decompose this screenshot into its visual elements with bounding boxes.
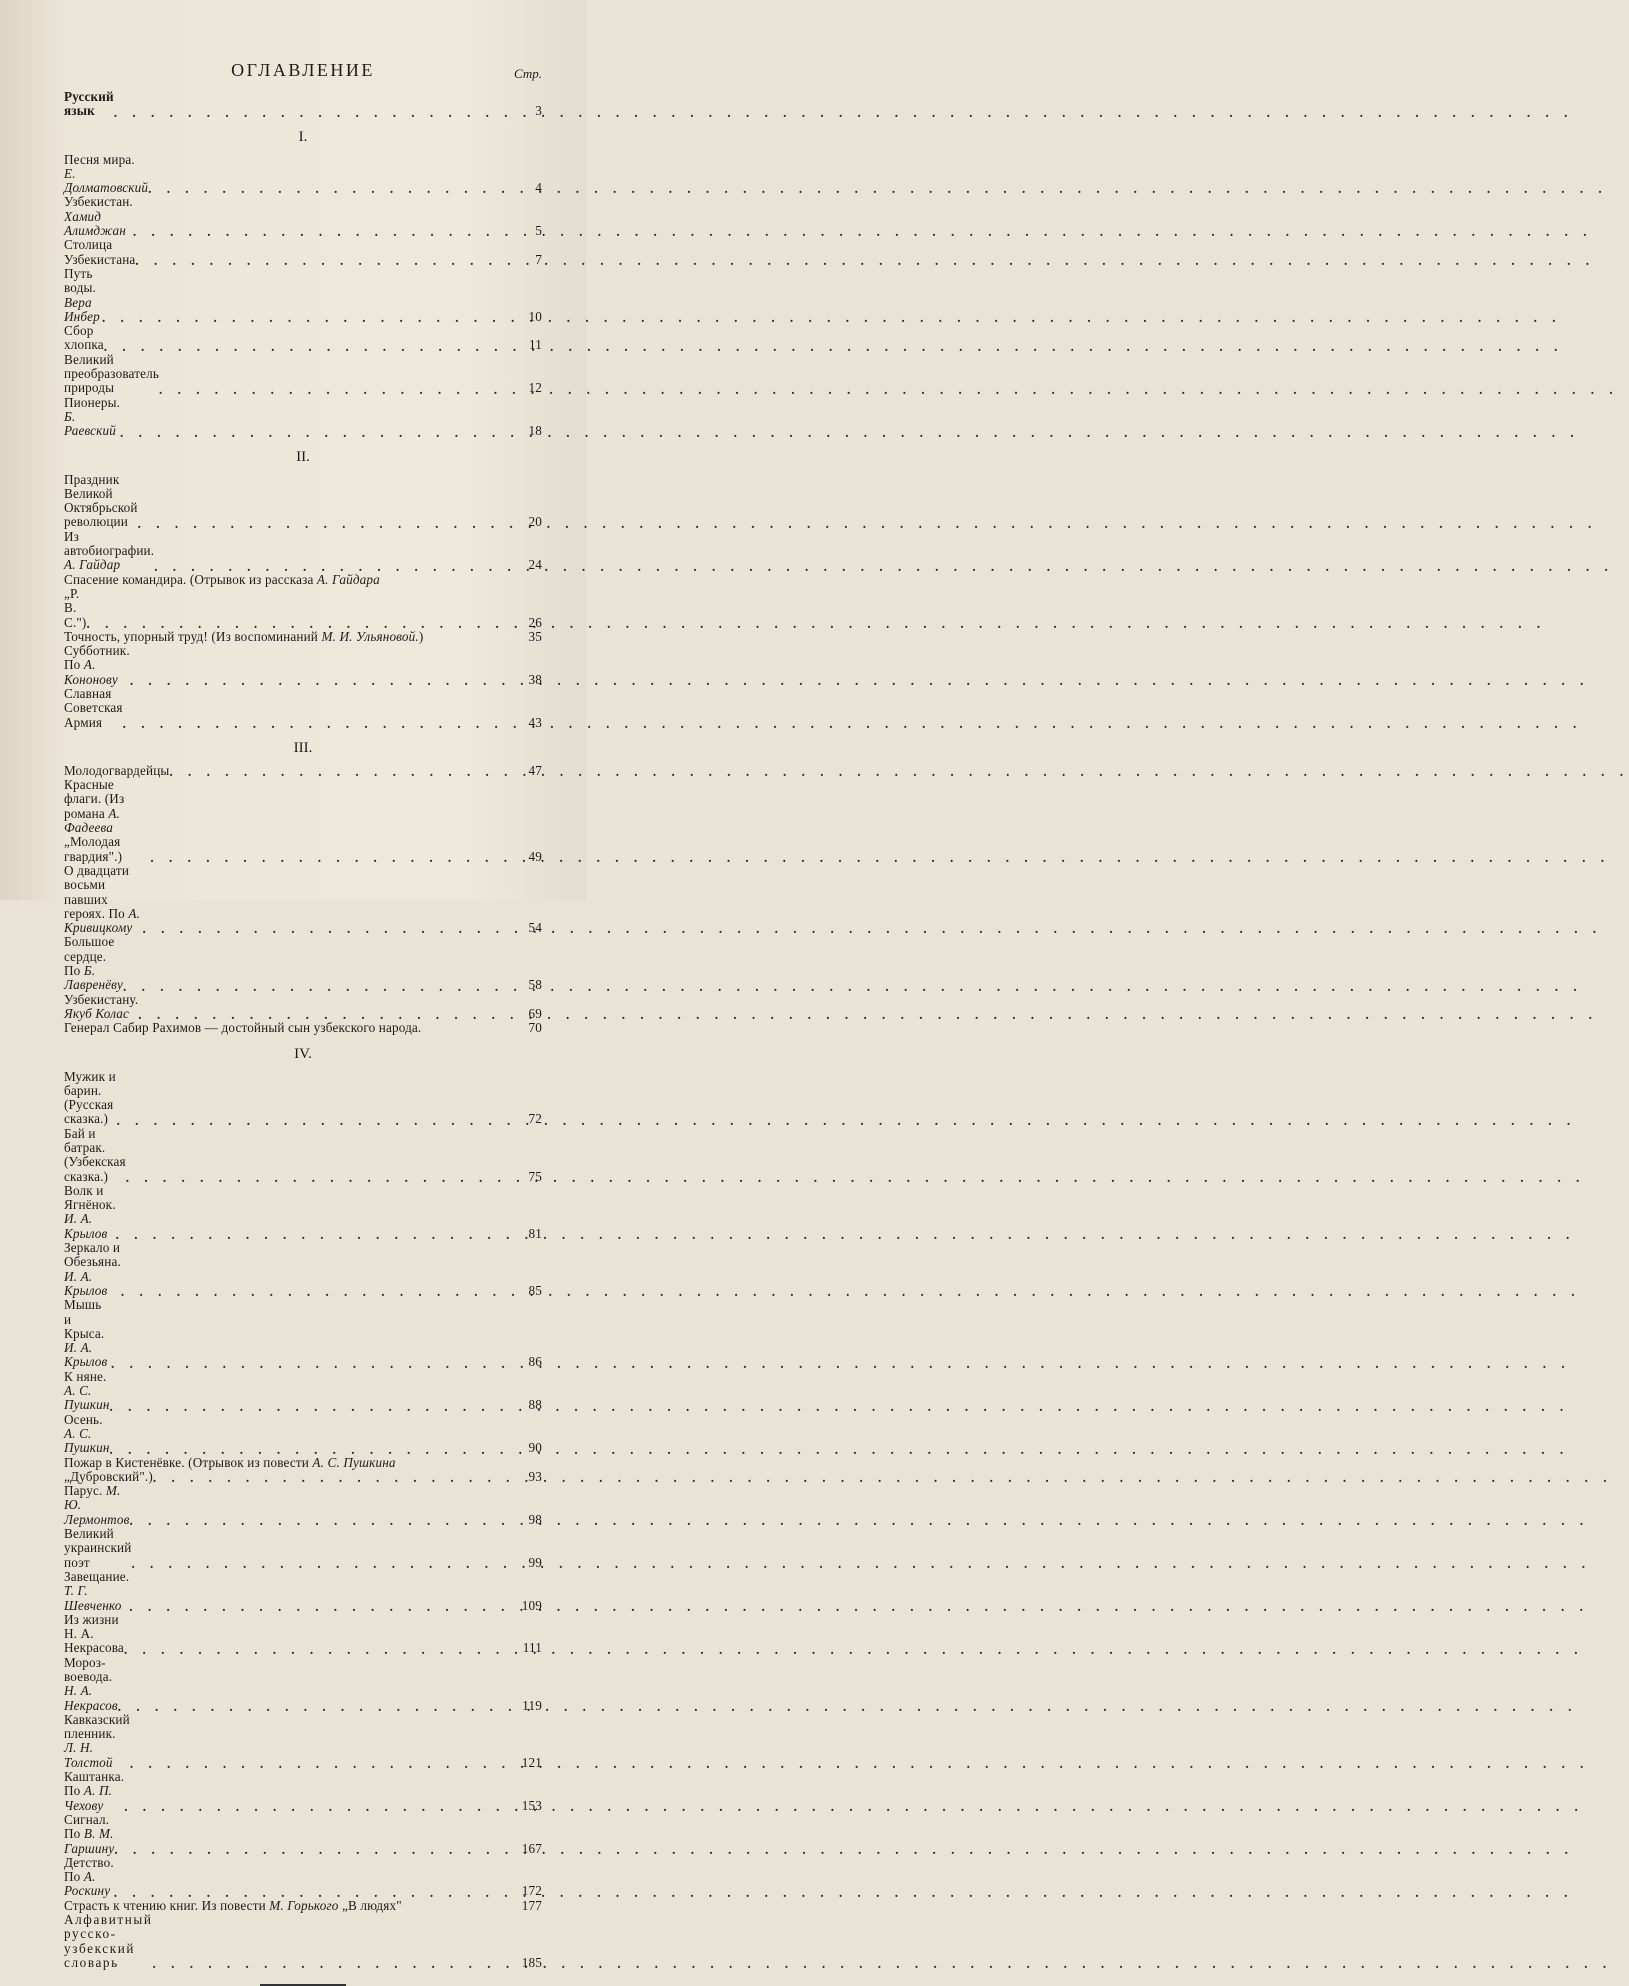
entry-text: Молодогвардейцы [64, 762, 170, 778]
dot-leader [130, 675, 514, 687]
toc-entry-title [64, 153, 148, 196]
entry-author: А. Гайдара [316, 571, 380, 587]
toc-entry [64, 1184, 542, 1241]
entry-author: Хамид Алимджан [64, 208, 126, 239]
toc-entry-page: 121 [521, 1754, 542, 1770]
toc-entry-page: 3 [535, 103, 542, 119]
toc-entry-title [64, 1813, 114, 1856]
toc-entry-title [64, 1298, 111, 1369]
toc-entry-title [64, 1613, 124, 1656]
toc-entry-page: 43 [528, 714, 542, 730]
toc-entry [64, 644, 542, 687]
toc-entry-page: 20 [528, 514, 542, 530]
toc-entry-page: 58 [528, 977, 542, 993]
toc-entry [64, 935, 542, 992]
toc-entry [64, 630, 542, 644]
toc-entry-continuation [64, 1470, 542, 1484]
toc-entry-title [64, 324, 104, 353]
dot-leader [121, 1286, 514, 1298]
entry-text: Песня мира. [64, 151, 135, 167]
toc-entry-page: 70 [528, 1020, 542, 1036]
page-title: ОГЛАВЛЕНИЕ [231, 60, 375, 80]
toc-entry-page: 7 [535, 251, 542, 267]
toc-entry-title [64, 267, 102, 324]
entry-author: И. А. Крылов [64, 1268, 108, 1298]
entry-text: Спасение командира. (Отрывок из рассказа [64, 571, 314, 587]
toc-entry-title [64, 573, 542, 587]
entry-text: О двадцати восьми павших героях. По [64, 862, 130, 921]
toc-entry-page: 24 [528, 557, 542, 573]
entry-author: Н. А. Некрасов [64, 1683, 118, 1713]
toc-entry [64, 195, 542, 238]
toc-entry [64, 1713, 542, 1770]
toc-entry [64, 1456, 542, 1470]
entry-text: Генерал Сабир Рахимов — достойный сын узбекского народа. [64, 1020, 422, 1036]
entry-author: М. Ю. Лермонтов [64, 1483, 130, 1527]
toc-entry-page: 11 [529, 337, 542, 353]
entry-text: Точность, упорный труд! (Из воспоминаний [64, 628, 318, 644]
toc-entry [64, 993, 542, 1022]
entry-text: Кавказский пленник. [64, 1711, 130, 1742]
toc-entry-page: 10 [528, 308, 542, 324]
toc-entry-title [64, 1370, 110, 1413]
dot-leader [104, 341, 514, 353]
toc-entry-page: 90 [528, 1440, 542, 1456]
dot-leader [126, 1172, 514, 1184]
dot-leader [116, 1229, 514, 1241]
entry-author: Якуб Колас [64, 1005, 129, 1021]
toc-entry [64, 1656, 542, 1713]
entry-text: Мороз-воевода. [64, 1654, 113, 1684]
toc-entry-page: 99 [528, 1554, 542, 1570]
section-numeral: II. [296, 448, 310, 465]
entry-text: Волк и Ягнёнок. [64, 1182, 116, 1213]
entry-text: Страсть к чтению книг. Из повести [64, 1897, 266, 1913]
entry-text: Славная Советская Армия [64, 685, 123, 730]
toc-entry-title [64, 935, 123, 992]
toc-entry-title [64, 473, 138, 530]
dot-leader [131, 1558, 514, 1570]
toc-entry-page: 111 [522, 1640, 542, 1656]
toc-entry-page: 88 [528, 1397, 542, 1413]
toc-entry-title [64, 1913, 153, 1970]
entry-tail: ) [418, 628, 424, 644]
entry-author: А. Кононову [64, 657, 118, 687]
toc-entry-page: 86 [528, 1354, 542, 1370]
toc-entry-page: 5 [535, 223, 542, 239]
toc-entry-title [64, 1413, 110, 1456]
dot-leader [150, 852, 514, 864]
toc-entry-continuation [64, 587, 542, 630]
entry-text: Каштанка. По [64, 1769, 125, 1799]
entry-author: А. С. Пушкина [312, 1454, 396, 1470]
entry-text: Великий преобразователь природы [64, 351, 160, 396]
dot-leader [110, 1401, 514, 1413]
entry-text: Парус. [64, 1483, 103, 1499]
entry-text: Детство. По [64, 1854, 114, 1885]
entry-author: В. М. Гаршину [64, 1826, 115, 1856]
toc-entry [64, 1021, 542, 1035]
toc-entry [64, 530, 542, 573]
entry-author: А. Роскину [64, 1869, 111, 1899]
dot-leader [123, 718, 514, 730]
toc-entry [64, 1484, 542, 1527]
toc-entry-page: 75 [528, 1168, 542, 1184]
entry-text: Путь воды. [64, 265, 96, 296]
entry-text: Столица Узбекистана [64, 237, 136, 267]
toc-entry [64, 238, 542, 267]
section-numeral: III. [293, 739, 313, 756]
toc-entry-title [64, 687, 123, 730]
entry-author: А. С. Пушкин [64, 1383, 110, 1413]
toc-entry-title [64, 1484, 129, 1527]
toc-entry [64, 764, 542, 778]
toc-entry-page: 47 [528, 762, 542, 778]
toc-entry-page: 85 [528, 1282, 542, 1298]
dot-leader [124, 1644, 514, 1656]
toc-entry-title [64, 644, 130, 687]
entry-text: Субботник. По [64, 643, 130, 673]
entry-text: Красные флаги. (Из романа [64, 777, 125, 821]
dot-leader [123, 981, 514, 993]
entry-text: Осень. [64, 1411, 103, 1427]
toc-entry-title [64, 1570, 129, 1613]
entry-text: Узбекистан. [64, 194, 133, 210]
entry-text: Бай и батрак. (Узбекская сказка.) [64, 1125, 126, 1184]
dot-leader [148, 183, 514, 195]
toc-entry-title [64, 630, 514, 644]
toc-entry-page: 72 [528, 1111, 542, 1127]
entry-text: Большое сердце. По [64, 934, 115, 979]
dot-leader [120, 427, 514, 439]
entry-text: Сбор хлопка [64, 323, 104, 353]
dot-leader [111, 1358, 514, 1370]
dot-leader [159, 384, 514, 396]
toc-entry [64, 1298, 542, 1369]
toc-entry-title [64, 1241, 121, 1298]
toc-entry-page: 81 [528, 1225, 542, 1241]
entry-text: Пионеры. [64, 394, 121, 410]
toc-entry-page: 109 [521, 1597, 542, 1613]
entry-text: Великий украинский поэт [64, 1526, 132, 1570]
entry-author: И. А. Крылов [64, 1340, 108, 1370]
toc-entry [64, 573, 542, 587]
dot-leader [153, 1958, 514, 1970]
toc-entry-title [64, 1770, 124, 1813]
dot-leader [153, 1472, 514, 1484]
toc-entry-title [64, 1127, 126, 1184]
toc-entry [64, 1856, 542, 1899]
toc-entry [64, 1899, 542, 1913]
entry-text: Зеркало и Обезьяна. [64, 1240, 121, 1270]
entry-text: К няне. [64, 1368, 107, 1384]
toc-entry-page: 167 [521, 1840, 542, 1856]
entry-tail: „В людях" [338, 1897, 402, 1913]
entry-author: М. И. Ульяновой. [321, 628, 419, 644]
toc-entry-title [64, 396, 120, 439]
entry-text-line2: „Р. В. С.") [64, 585, 87, 630]
toc-entry-page: 185 [521, 1954, 542, 1970]
entry-author: А. Фадеева [64, 805, 120, 836]
entry-author: А. П. Чехову [64, 1783, 113, 1813]
entry-text: Праздник Великой Октябрьской революции [64, 471, 138, 530]
toc-entry [64, 473, 542, 530]
toc-entry [64, 687, 542, 730]
toc-entry-page: 38 [528, 671, 542, 687]
toc-entry-page: 93 [528, 1468, 542, 1484]
dot-leader [114, 107, 514, 119]
toc-entry-title [64, 353, 159, 396]
toc-entry [64, 153, 542, 196]
dot-leader [118, 1701, 514, 1713]
dot-leader [138, 518, 514, 530]
toc-entry [64, 1241, 542, 1298]
section-numeral: I. [298, 128, 308, 145]
toc-entry-page: 177 [521, 1897, 542, 1913]
toc-entry [64, 353, 542, 396]
entry-text-line2: „Дубровский".) [64, 1468, 153, 1484]
toc-entry-intro [64, 90, 542, 119]
toc-entry-page: 26 [528, 614, 542, 630]
dot-leader [142, 923, 514, 935]
dot-leader [129, 1515, 514, 1527]
entry-author: М. Горького [269, 1897, 339, 1913]
dot-leader [102, 312, 514, 324]
toc-entry [64, 1370, 542, 1413]
toc-entry-page: 49 [528, 848, 542, 864]
entry-author: А. С. Пушкин [64, 1425, 110, 1456]
dot-leader [169, 766, 514, 778]
entry-author: Б. Раевский [64, 408, 116, 439]
entry-author: Вера Инбер [64, 294, 100, 324]
toc-entry-page: 18 [528, 423, 542, 439]
toc-entry-title [64, 1899, 514, 1913]
toc-entry [64, 1770, 542, 1813]
dot-leader [124, 1801, 514, 1813]
entry-author: И. А. Крылов [64, 1211, 108, 1241]
toc-entry [64, 778, 542, 864]
entry-text: Узбекистану. [64, 991, 139, 1007]
entry-text: Алфавитный русско-узбекский словарь [64, 1912, 153, 1970]
toc-entry-page: 4 [535, 180, 542, 196]
page-header [64, 58, 542, 88]
entry-author: Б. Лавренёву [64, 963, 124, 993]
entry-text: Сигнал. По [64, 1811, 110, 1842]
toc-entry-title [64, 1856, 114, 1899]
entry-text: Из автобиографии. [64, 528, 155, 559]
dot-leader [133, 226, 514, 238]
dot-leader [114, 1844, 514, 1856]
toc-entry [64, 1527, 542, 1570]
toc-entry-page: 172 [521, 1883, 542, 1899]
entry-tail: „Молодая гвардия".) [64, 834, 123, 864]
dot-leader [135, 255, 514, 267]
dot-leader [117, 1115, 514, 1127]
toc-entry-title [64, 1021, 514, 1035]
toc-entry-page: 119 [522, 1697, 542, 1713]
toc-entry-title [64, 1184, 116, 1241]
dot-leader [129, 1601, 514, 1613]
toc-entry [64, 396, 542, 439]
entry-author: Л. Н. Толстой [64, 1740, 113, 1770]
toc-entry [64, 1913, 542, 1970]
toc-entry-title [64, 864, 142, 935]
toc-entry-page: 98 [528, 1511, 542, 1527]
entry-text: Из жизни Н. А. Некрасова [64, 1611, 124, 1656]
toc-entry [64, 1070, 542, 1127]
entry-text: Мышь и Крыса. [64, 1297, 105, 1341]
toc-entry [64, 1127, 542, 1184]
page-column-label: Стр. [514, 66, 542, 81]
toc-entry-title [64, 1070, 117, 1127]
toc-entry [64, 1413, 542, 1456]
toc-entry-title [64, 764, 169, 778]
entry-author: А. Кривицкому [64, 905, 141, 936]
toc-entry-page: 153 [521, 1797, 542, 1813]
entry-text: Завещание. [64, 1568, 130, 1584]
toc-entry [64, 267, 542, 324]
entry-author: Е. Долматовский [64, 165, 149, 196]
toc-entry [64, 324, 542, 353]
toc-entry-title [64, 1456, 542, 1470]
toc-entry-page: 69 [528, 1005, 542, 1021]
closing-rule [260, 1984, 346, 1985]
toc-entry-title [64, 530, 154, 573]
toc-entry-title [64, 195, 133, 238]
toc-entry-title [64, 238, 135, 267]
entry-text: Мужик и барин. (Русская сказка.) [64, 1068, 116, 1127]
entry-text: Пожар в Кистенёвке. (Отрывок из повести [64, 1454, 309, 1470]
toc-entry-page: 54 [528, 920, 542, 936]
entry-author: Т. Г. Шевченко [64, 1583, 122, 1613]
toc-entry-title [64, 778, 150, 864]
toc-entry-title [64, 993, 138, 1022]
toc-entry-title: Русский язык [64, 89, 114, 119]
entry-author: А. Гайдар [64, 557, 121, 573]
toc-entry [64, 1570, 542, 1613]
section-numeral: IV. [294, 1045, 312, 1062]
toc-entry-title [64, 1656, 118, 1713]
toc-sections [64, 128, 542, 1971]
toc-entry [64, 1613, 542, 1656]
toc-entry [64, 1813, 542, 1856]
book-page [0, 0, 586, 1970]
dot-leader [130, 1758, 514, 1770]
toc-entry-title [64, 1527, 131, 1570]
toc-entry-page: 35 [528, 628, 542, 644]
toc-entry-page: 12 [528, 380, 542, 396]
toc-entry-title [64, 1713, 130, 1770]
toc-entry [64, 864, 542, 935]
